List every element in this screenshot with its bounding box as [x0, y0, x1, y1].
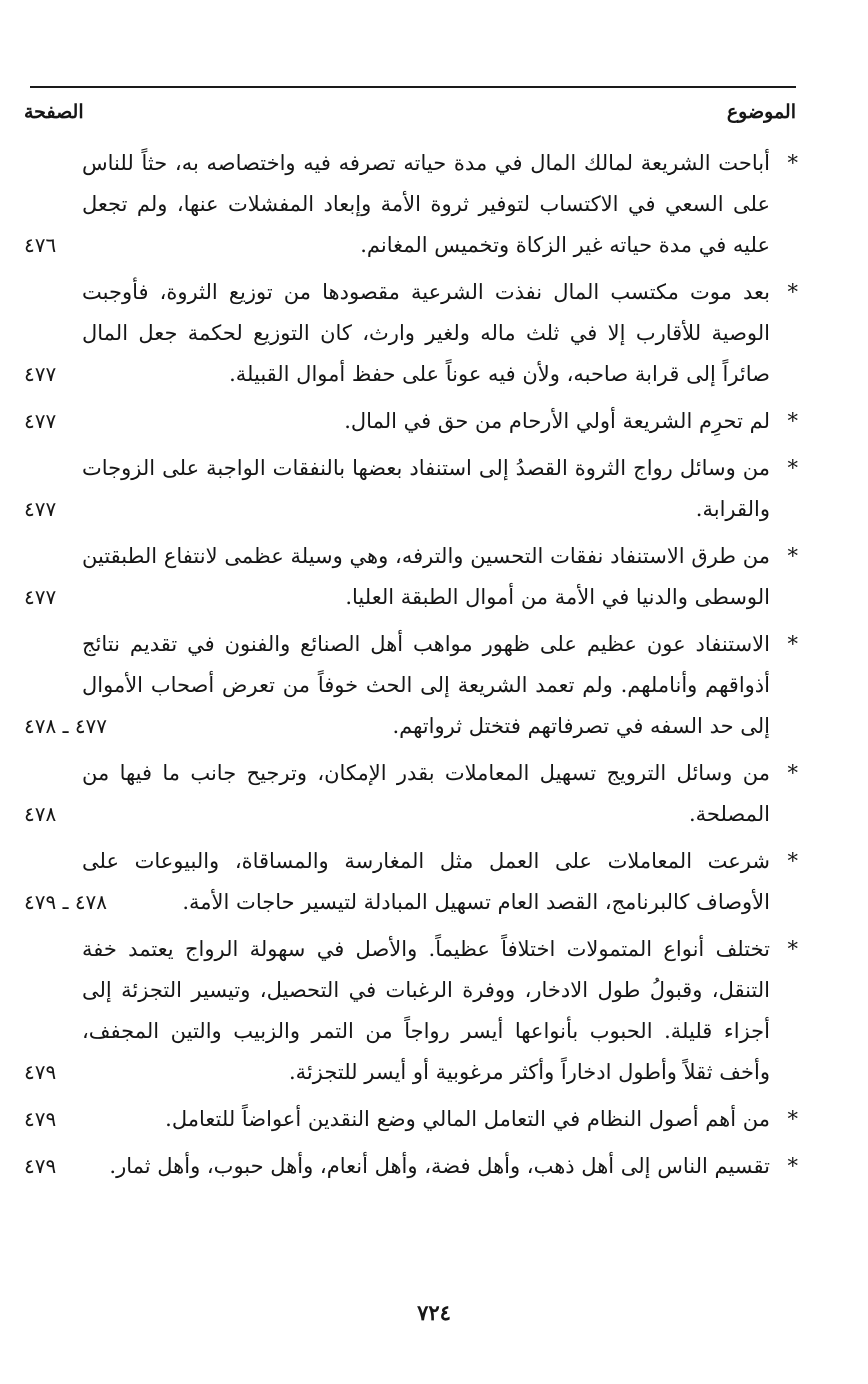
index-entry — [24, 448, 798, 530]
bullet-icon: * — [787, 632, 798, 656]
bullet-icon: * — [787, 761, 798, 785]
entry-text: شرعت المعاملات على العمل مثل المغارسة والمساقاة، والبيوعات على الأوصاف كالبرنامج، القصد العام تسهيل المبادلة لتيسير حاجات الأمة. — [82, 849, 770, 914]
bullet-icon: * — [787, 1107, 798, 1131]
bullet-icon: * — [787, 544, 798, 568]
topic-column-label: الموضوع — [726, 101, 796, 123]
bullet-icon: * — [787, 280, 798, 304]
entry-text: من وسائل رواج الثروة القصدُ إلى استنفاد بعضها بالنفقات الواجبة على الزوجات والقرابة. — [82, 456, 770, 521]
bullet-icon: * — [787, 937, 798, 961]
bullet-icon: * — [787, 1154, 798, 1178]
index-entry — [24, 1146, 798, 1187]
entry-text: أباحت الشريعة لمالك المال في مدة حياته تصرفه فيه واختصاصه به، حثاً للناس على السعي في الاكتساب لتوفير ثروة الأمة وإبعاد المفشلات عنها، ولم تجعل عليه في مدة حياته غير الزكاة وتخميس المغانم. — [82, 151, 770, 257]
index-entry — [24, 1099, 798, 1140]
page-column-label: الصفحة — [24, 101, 84, 123]
entry-page-number: ٤٧٧ — [24, 497, 57, 521]
entry-page-number: ٤٧٧ — [24, 585, 57, 609]
entry-text: تختلف أنواع المتمولات اختلافاً عظيماً. والأصل في سهولة الرواج يعتمد خفة التنقل، وقبولُ طول الادخار، ووفرة الرغبات في التحصيل، وتيسير التجزئة إلى أجزاء قليلة. الحبوب بأنواعها أيسر رواجاً من التمر والزبيب والتين المجفف، وأخف ثقلاً وأطول ادخاراً وأكثر مرغوبية أو أيسر للتجزئة. — [82, 937, 770, 1084]
entry-page-number: ٤٧٧ — [24, 362, 57, 386]
page-number: ٧٢٤ — [417, 1300, 451, 1325]
header-rule — [30, 86, 796, 88]
entry-text: من وسائل الترويج تسهيل المعاملات بقدر الإمكان، وترجيح جانب ما فيها من المصلحة. — [82, 761, 770, 826]
index-entry — [24, 401, 798, 442]
index-entry — [24, 624, 798, 747]
entry-page-number: ٤٧٩ — [24, 1107, 57, 1131]
bullet-icon: * — [787, 456, 798, 480]
entry-text: من طرق الاستنفاد نفقات التحسين والترفه، وهي وسيلة عظمى لانتفاع الطبقتين الوسطى والدنيا في الأمة من أموال الطبقة العليا. — [82, 544, 770, 609]
entry-page-number: ٤٧٩ — [24, 1060, 57, 1084]
entry-text: الاستنفاد عون عظيم على ظهور مواهب أهل الصنائع والفنون في تقديم نتائج أذواقهم وأناملهم. ولم تعمد الشريعة إلى الحث خوفاً من تعرض أصحاب الأموال إلى حد السفه في تصرفاتهم فتختل ثرواتهم. — [82, 632, 770, 738]
index-entry — [24, 929, 798, 1093]
entry-page-number: ٤٧٨ ـ ٤٧٩ — [24, 890, 108, 914]
index-entries — [24, 143, 798, 1193]
index-entry — [24, 841, 798, 923]
entry-text: تقسيم الناس إلى أهل ذهب، وأهل فضة، وأهل أنعام، وأهل حبوب، وأهل ثمار. — [109, 1154, 770, 1178]
entry-text: من أهم أصول النظام في التعامل المالي وضع النقدين أعواضاً للتعامل. — [165, 1107, 770, 1131]
index-entry — [24, 272, 798, 395]
entry-page-number: ٤٧٦ — [24, 233, 57, 257]
bullet-icon: * — [787, 849, 798, 873]
entry-text: بعد موت مكتسب المال نفذت الشرعية مقصودها من توزيع الثروة، فأوجبت الوصية للأقارب إلا في ثلث ماله ولغير وارث، كان التوزيع لحكمة جعل المال صائراً إلى قرابة صاحبه، ولأن فيه عوناً على حفظ أموال القبيلة. — [82, 280, 770, 386]
bullet-icon: * — [787, 151, 798, 175]
entry-page-number: ٤٧٨ — [24, 802, 57, 826]
entry-page-number: ٤٧٧ — [24, 409, 57, 433]
entry-page-number: ٤٧٩ — [24, 1154, 57, 1178]
entry-text: لم تحرِم الشريعة أولي الأرحام من حق في المال. — [344, 409, 770, 433]
entry-page-number: ٤٧٧ ـ ٤٧٨ — [24, 714, 108, 738]
index-entry — [24, 143, 798, 266]
index-entry — [24, 536, 798, 618]
bullet-icon: * — [787, 409, 798, 433]
index-header — [24, 92, 796, 132]
index-entry — [24, 753, 798, 835]
